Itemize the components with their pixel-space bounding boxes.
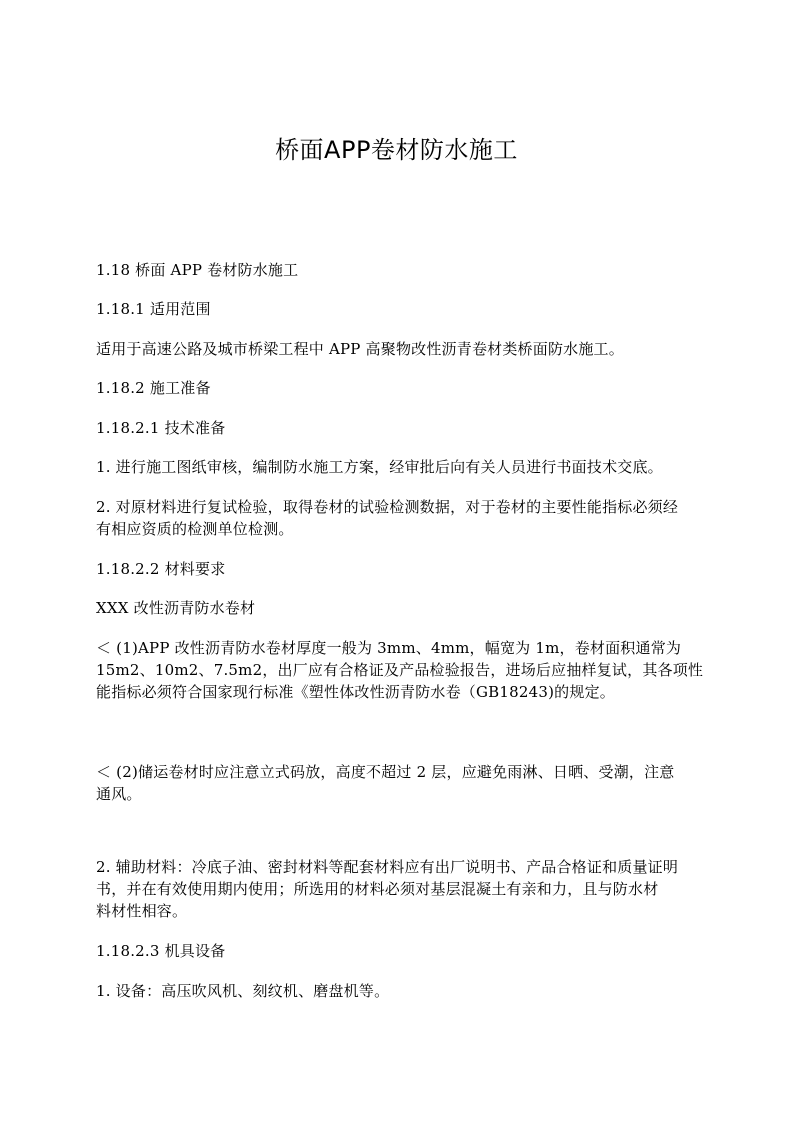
text-line: 适用于高速公路及城市桥梁工程中 APP 高聚物改性沥青卷材类桥面防水施工。: [96, 340, 624, 358]
text-line: 有相应资质的检测单位检测。: [96, 520, 294, 538]
text-line: XXX 改性沥青防水卷材: [96, 599, 256, 617]
text-line: 1.18.2.3 机具设备: [96, 942, 226, 960]
text-line: 通风。: [96, 785, 142, 803]
text-line: 15m2、10m2、7.5m2，出厂应有合格证及产品检验报告，进场后应抽样复试，其各项性: [96, 661, 704, 679]
text-line: 1.18 桥面 APP 卷材防水施工: [96, 261, 299, 279]
paragraph-auxiliary-materials: [96, 856, 708, 922]
text-line: 1. 设备：高压吹风机、刻纹机、磨盘机等。: [96, 982, 390, 1000]
text-line: 书，并在有效使用期内使用；所选用的材料必须对基层混凝土有亲和力，且与防水材: [96, 880, 659, 898]
text-line: ＜ (2)储运卷材时应注意立式码放，高度不超过 2 层，应避免雨淋、日晒、受潮，注意: [96, 763, 675, 781]
paragraph-equipment: [96, 980, 708, 1002]
text-line: 1.18.2 施工准备: [96, 379, 211, 397]
document-title: 桥面APP卷材防水施工: [275, 136, 518, 164]
text-line: 1. 进行施工图纸审核，编制防水施工方案，经审批后向有关人员进行书面技术交底。: [96, 458, 663, 476]
text-line: 能指标必须符合国家现行标准《塑性体改性沥青防水卷（GB18243)的规定。: [96, 683, 615, 701]
paragraph-storage: [96, 761, 708, 805]
text-line: 1.18.2.1 技术准备: [96, 419, 226, 437]
text-line: 料材性相容。: [96, 902, 188, 920]
heading-1-18-2-3: [96, 940, 708, 962]
text-line: 1.18.1 适用范围: [96, 300, 211, 318]
paragraph-material-name: [96, 597, 708, 619]
heading-1-18-2-2: [96, 558, 708, 580]
text-line: 2. 对原材料进行复试检验，取得卷材的试验检测数据，对于卷材的主要性能指标必须经: [96, 498, 679, 516]
paragraph-scope: [96, 338, 708, 360]
heading-1-18-2-1: [96, 417, 708, 439]
paragraph-tech-prep-2: [96, 496, 708, 540]
heading-1-18-2: [96, 377, 708, 399]
text-line: 1.18.2.2 材料要求: [96, 560, 226, 578]
text-line: ＜ (1)APP 改性沥青防水卷材厚度一般为 3mm、4mm，幅宽为 1m，卷材面积通常为: [96, 639, 682, 657]
heading-1-18: [96, 259, 708, 281]
text-line: 2. 辅助材料：冷底子油、密封材料等配套材料应有出厂说明书、产品合格证和质量证明: [96, 858, 679, 876]
paragraph-material-spec: [96, 637, 708, 703]
paragraph-tech-prep-1: [96, 456, 708, 478]
heading-1-18-1: [96, 298, 708, 320]
